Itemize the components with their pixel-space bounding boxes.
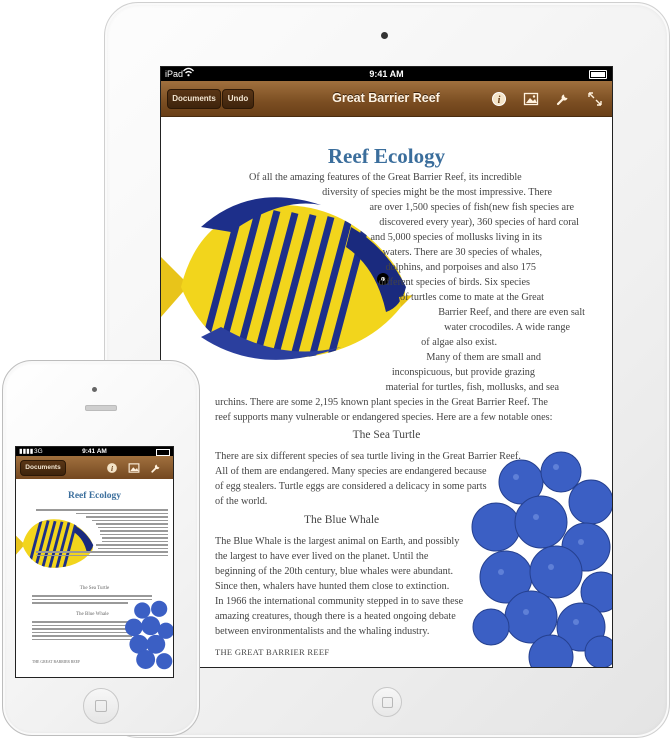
wrench-icon[interactable]	[555, 91, 571, 107]
section-line: There are six different species of sea turtle living in the Great Barrier Reef.	[215, 451, 521, 462]
ipad-camera	[381, 32, 388, 39]
fullscreen-icon[interactable]	[587, 91, 603, 107]
section-line: Since then, whalers have hunted them close to extinction.	[215, 581, 450, 592]
info-icon[interactable]	[106, 461, 118, 473]
status-time: 9:41 AM	[369, 69, 404, 79]
section-line: between environmentalists and the whaling industry.	[215, 626, 430, 637]
intro-line: dolphins, and porpoises and also 175	[385, 262, 536, 273]
body-text-preview	[36, 507, 168, 558]
ipad-home-button[interactable]	[372, 687, 402, 717]
section-line: the largest to have ever lived on the planet. Until the	[215, 551, 429, 562]
carrier-label: iPad	[165, 69, 184, 79]
section-line: The Blue Whale is the largest animal on Earth, and possibly	[215, 536, 460, 547]
undo-button[interactable]: Undo	[222, 89, 254, 109]
intro-line: are over 1,500 species of fish(new fish species are	[369, 202, 574, 213]
wrench-icon[interactable]	[150, 461, 162, 473]
intro-line: Barrier Reef, and there are even salt	[438, 307, 585, 318]
image-icon[interactable]	[523, 91, 539, 107]
intro-line: of algae also exist.	[421, 337, 497, 348]
intro-line: diversity of species might be the most impressive. There	[322, 187, 552, 198]
intro-line: material for turtles, fish, mollusks, and sea	[385, 382, 559, 393]
intro-line: different species of birds. Six species	[378, 277, 530, 288]
intro-line: urchins. There are some 2,195 known plant species in the Great Barrier Reef. The	[215, 397, 548, 408]
iphone-status-bar	[16, 447, 173, 456]
svg-text:i: i	[110, 464, 114, 473]
iphone-home-button[interactable]	[83, 688, 119, 724]
ipad-screen	[160, 66, 613, 668]
section-heading: The Blue Whale	[304, 514, 380, 526]
documents-button[interactable]: Documents	[167, 89, 221, 109]
intro-line: of turtles come to mate at the Great	[400, 292, 544, 303]
section-line: of egg stealers. Turtle eggs are considered a delicacy in some parts	[215, 481, 487, 492]
carrier-label: 3G	[34, 448, 43, 455]
section-heading: The Sea Turtle	[79, 586, 110, 591]
page-title: Reef Ecology	[67, 491, 122, 501]
image-icon[interactable]	[128, 461, 140, 473]
section-line: of the world.	[215, 496, 268, 507]
section-text-preview	[32, 619, 132, 642]
svg-text:i: i	[497, 95, 501, 106]
section-line: All of them are endangered. Many species are endangered because	[215, 466, 487, 477]
info-icon[interactable]	[491, 91, 507, 107]
battery-icon	[156, 449, 170, 456]
intro-line: inconspicuous, but provide grazing	[391, 367, 535, 378]
coral-image	[122, 597, 173, 673]
intro-line: discovered every year), 360 species of hard coral	[379, 217, 579, 228]
status-time: 9:41 AM	[82, 448, 107, 455]
iphone-camera	[92, 387, 97, 392]
document-name: Great Barrier Reef	[332, 91, 440, 105]
intro-line: Many of them are small and	[426, 352, 541, 363]
section-heading: The Blue Whale	[76, 612, 109, 617]
coral-image	[461, 442, 612, 667]
page-footer: THE GREAT BARRIER REEF	[215, 647, 330, 657]
intro-line: waters. There are 30 species of whales,	[382, 247, 542, 258]
battery-icon	[589, 70, 607, 79]
intro-line: reef supports many vulnerable or endangered species. Here are a few notable ones:	[215, 412, 553, 423]
iphone-screen	[15, 446, 174, 678]
ipad-toolbar	[161, 81, 612, 117]
iphone-toolbar	[16, 456, 173, 479]
page-title: Reef Ecology	[327, 144, 446, 168]
ipad-status-bar	[161, 67, 612, 81]
intro-line: and 5,000 species of mollusks living in its	[370, 232, 542, 243]
intro-line: Of all the amazing features of the Great Barrier Reef, its incredible	[249, 172, 522, 183]
intro-line: water crocodiles. A wide range	[444, 322, 570, 333]
iphone-speaker	[85, 405, 117, 411]
signal-icon: ▮▮▮▮	[19, 448, 34, 455]
page-footer: THE GREAT BARRIER REEF	[32, 660, 81, 664]
documents-button[interactable]: Documents	[20, 460, 66, 476]
section-line: In 1966 the international community stepped in to save these	[215, 596, 464, 607]
section-line: amazing creatures, though there is a heated ongoing debate	[215, 611, 456, 622]
section-line: beginning of the 20th century, blue whales were abundant.	[215, 566, 454, 577]
section-heading: The Sea Turtle	[352, 429, 421, 441]
